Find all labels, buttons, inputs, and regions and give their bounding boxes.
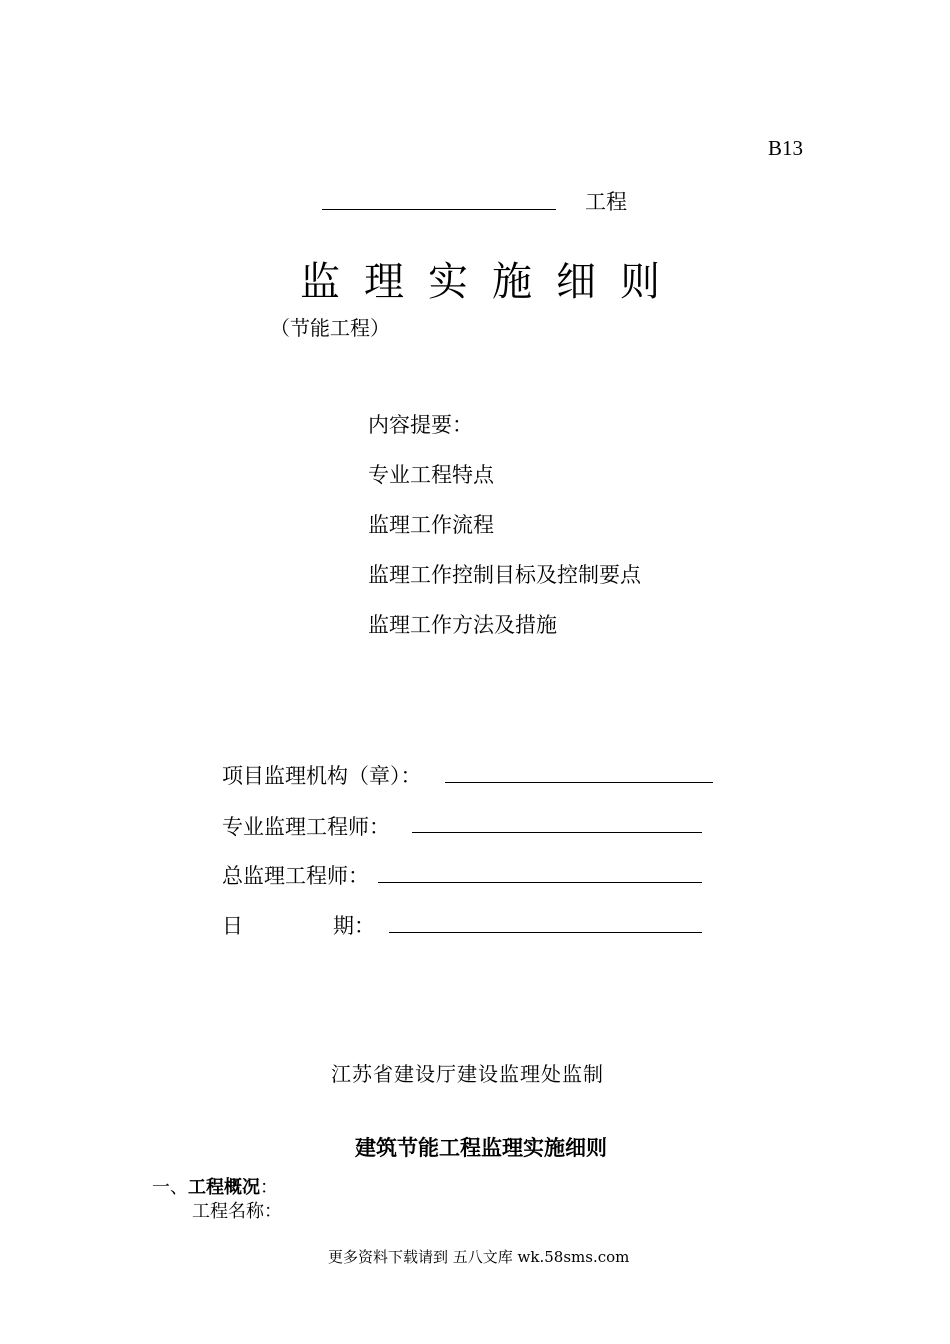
date-label-first: 日 — [222, 914, 243, 938]
section-title: 工程概况 — [188, 1177, 260, 1198]
date-label-second: 期： — [333, 914, 375, 938]
date-blank — [389, 932, 702, 933]
document-heading: 建筑节能工程监理实施细则 — [355, 1135, 607, 1160]
chief-engineer-label: 总监理工程师： — [222, 864, 369, 888]
project-suffix: 工程 — [585, 190, 627, 214]
specialty-engineer-label: 专业监理工程师： — [222, 815, 390, 839]
page-subtitle: （节能工程） — [270, 316, 390, 340]
section-colon: ： — [260, 1177, 278, 1198]
supervision-org-blank — [445, 782, 713, 783]
form-code: B13 — [768, 136, 804, 160]
contents-heading: 内容提要： — [368, 413, 473, 437]
publisher-note: 江苏省建设厅建设监理处监制 — [331, 1062, 604, 1086]
page-title: 监理实施细则 — [300, 259, 684, 305]
specialty-engineer-blank — [412, 832, 702, 833]
chief-engineer-blank — [378, 882, 702, 883]
footer-note: 更多资料下载请到 五八文库 wk.58sms.com — [328, 1248, 630, 1266]
contents-item: 监理工作方法及措施 — [368, 613, 557, 637]
contents-summary — [368, 410, 641, 660]
section-number: 一、 — [152, 1177, 188, 1198]
project-name-label: 工程名称： — [192, 1201, 282, 1222]
contents-item: 专业工程特点 — [368, 463, 494, 487]
supervision-org-label: 项目监理机构（章）： — [222, 764, 422, 788]
section-heading — [152, 1173, 278, 1199]
contents-item: 监理工作流程 — [368, 513, 494, 537]
contents-item: 监理工作控制目标及控制要点 — [368, 563, 641, 587]
project-name-blank — [322, 209, 556, 210]
